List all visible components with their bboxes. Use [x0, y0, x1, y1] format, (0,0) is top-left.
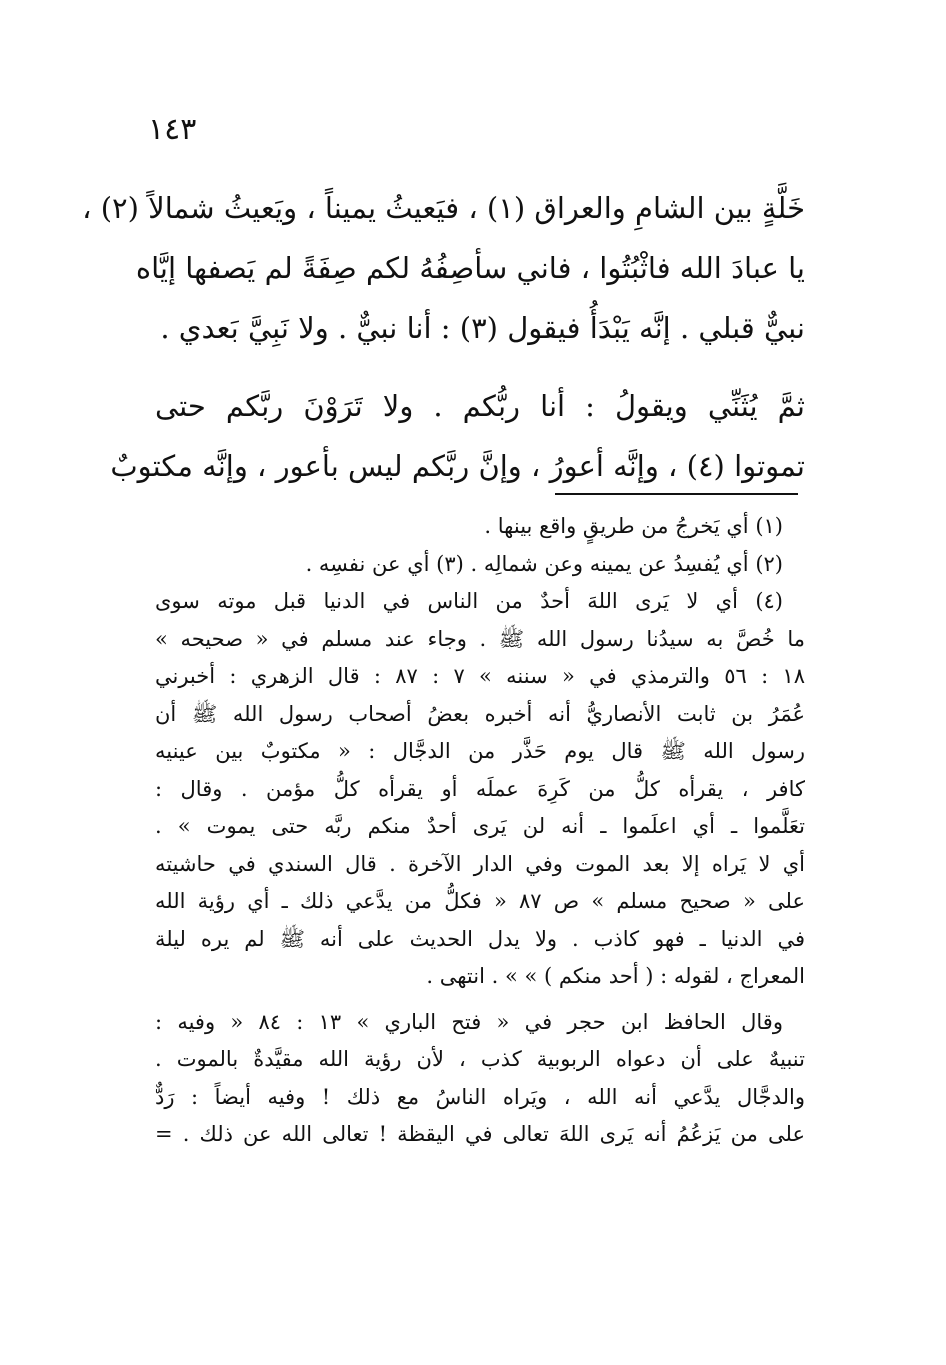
footnote-line: ما خُصَّ به سيدُنا رسول الله ﷺ . وجاء عند مسلم في « صحيحه »	[155, 626, 805, 651]
footnote-line: وقال الحافظ ابن حجر في « فتح الباري » ١٣ : ٨٤ « وفيه :	[155, 1009, 783, 1034]
footnote-line: في الدنيا ـ فهو كاذب . ولا يدل الحديث على أنه ﷺ لم يره ليلة	[155, 926, 805, 951]
main-text-line: نبيٌّ قبلي . إنَّه يَبْدَأُ فيقول (٣) : أنا نبيٌّ . ولا نَبِيَّ بَعدي .	[160, 311, 805, 345]
main-text-line: تموتوا (٤) ، وإنَّه أعورُ ، وإنَّ ربَّكم ليس بأعور ، وإنَّه مكتوبٌ	[110, 449, 805, 483]
footnote-line: ١٨ : ٥٦ والترمذي في « سننه » ٧ : ٨٧ : قال الزهري : أخبرني	[155, 664, 805, 688]
footnote-line: أي لا يَراه إلا بعد الموت وفي الدار الآخرة . قال السندي في حاشيته	[155, 851, 805, 876]
footnote-line: عُمَرُ بن ثابت الأنصاريُّ أنه أخبره بعضُ أصحاب رسول الله ﷺ أن	[155, 701, 805, 726]
footnote-line: كافر ، يقرأه كلُّ من كَرِهَ عملَه أو يقرأه كلُّ مؤمن . وقال :	[155, 776, 805, 801]
main-text-line: يا عبادَ الله فاثْبُتُوا ، فاني سأصِفُهُ لكم صِفَةً لم يَصفها إيَّاه	[135, 251, 805, 285]
footnote-line: على « صحيح مسلم » ص ٨٧ « فكلُّ من يدَّعي ذلك ـ أي رؤية الله	[155, 889, 805, 913]
footnote-line: رسول الله ﷺ قال يوم حَذَّر من الدجَّال : « مكتوبٌ بين عينيه	[155, 739, 805, 763]
footnote-line: المعراج ، لقوله : ( أحد منكم ) » » . انتهى .	[426, 964, 805, 988]
footnotes	[155, 508, 805, 1154]
footnote-line: (٢) أي يُفسِدُ عن يمينه وعن شمالِه . (٣) أي عن نفسِه .	[305, 551, 783, 576]
main-text-line: خَلَّةٍ بين الشامِ والعراق (١) ، فيَعيثُ يميناً ، ويَعيثُ شمالاً (٢) ،	[82, 191, 805, 225]
footnote-line: (١) أي يَخرجُ من طريقٍ واقع بينها .	[484, 514, 783, 538]
footnote-line: تنبيهٌ على أن دعواه الربوبية كذب ، لأن رؤية الله مقيَّدةٌ بالموت .	[155, 1047, 805, 1071]
footnote-line: على من يَزعُمُ أنه يَرى اللهَ تعالى في اليقظة ! تعالى الله عن ذلك . =	[155, 1122, 805, 1146]
page-number: ١٤٣	[148, 112, 197, 147]
footnote-line: تعَلَّموا ـ أي اعلَموا ـ أنه لن يَرى أحدٌ منكم ربَّه حتى يموت » .	[155, 814, 805, 838]
footnote-divider	[555, 493, 798, 495]
footnote-line: (٤) أي لا يَرى اللهَ أحدٌ من الناس في الدنيا قبل موته سوى	[155, 589, 783, 613]
main-text	[82, 178, 805, 496]
footnote-line: والدجَّال يدَّعي أنه الله ، ويَراه الناسُ مع ذلك ! وفيه أيضاً : رَدٌّ	[155, 1084, 805, 1109]
main-text-line: ثمَّ يُثَنِّي ويقولُ : أنا ربُّكم . ولا تَرَوْنَ ربَّكم حتى	[155, 389, 805, 423]
